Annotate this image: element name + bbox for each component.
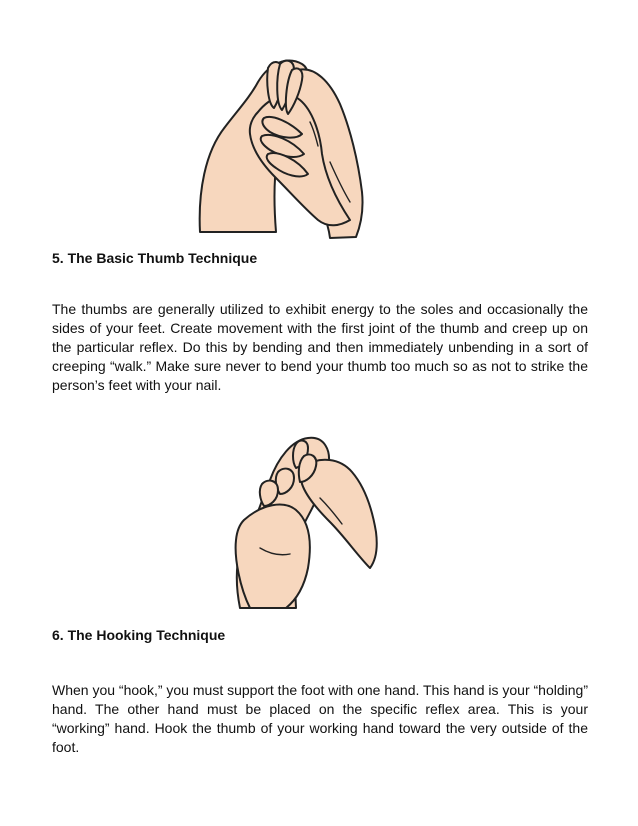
section-heading-hooking: 6. The Hooking Technique bbox=[52, 627, 226, 643]
thumb-technique-illustration bbox=[180, 42, 380, 242]
section-body-hooking: When you “hook,” you must support the foot with one hand. This hand is your “holding” hand. The other hand must be placed on the specific reflex area. This is your “working” hand. Hook the thumb of your working hand toward the very outside of the foot. bbox=[52, 682, 588, 755]
section-body-basic-thumb: The thumbs are generally utilized to exhibit energy to the soles and occasionally the sides of your feet. Create movement with the first joint of the thumb and creep up on the particular reflex. Do this by bending and then immediately unbending in a sort of creeping “walk.” Make sure never to bend your thumb too much so as not to strike the person’s feet with your nail. bbox=[52, 301, 588, 393]
hooking-technique-illustration bbox=[200, 428, 380, 614]
section-heading-basic-thumb: 5. The Basic Thumb Technique bbox=[52, 250, 258, 266]
holding-hand-shape bbox=[236, 505, 310, 608]
